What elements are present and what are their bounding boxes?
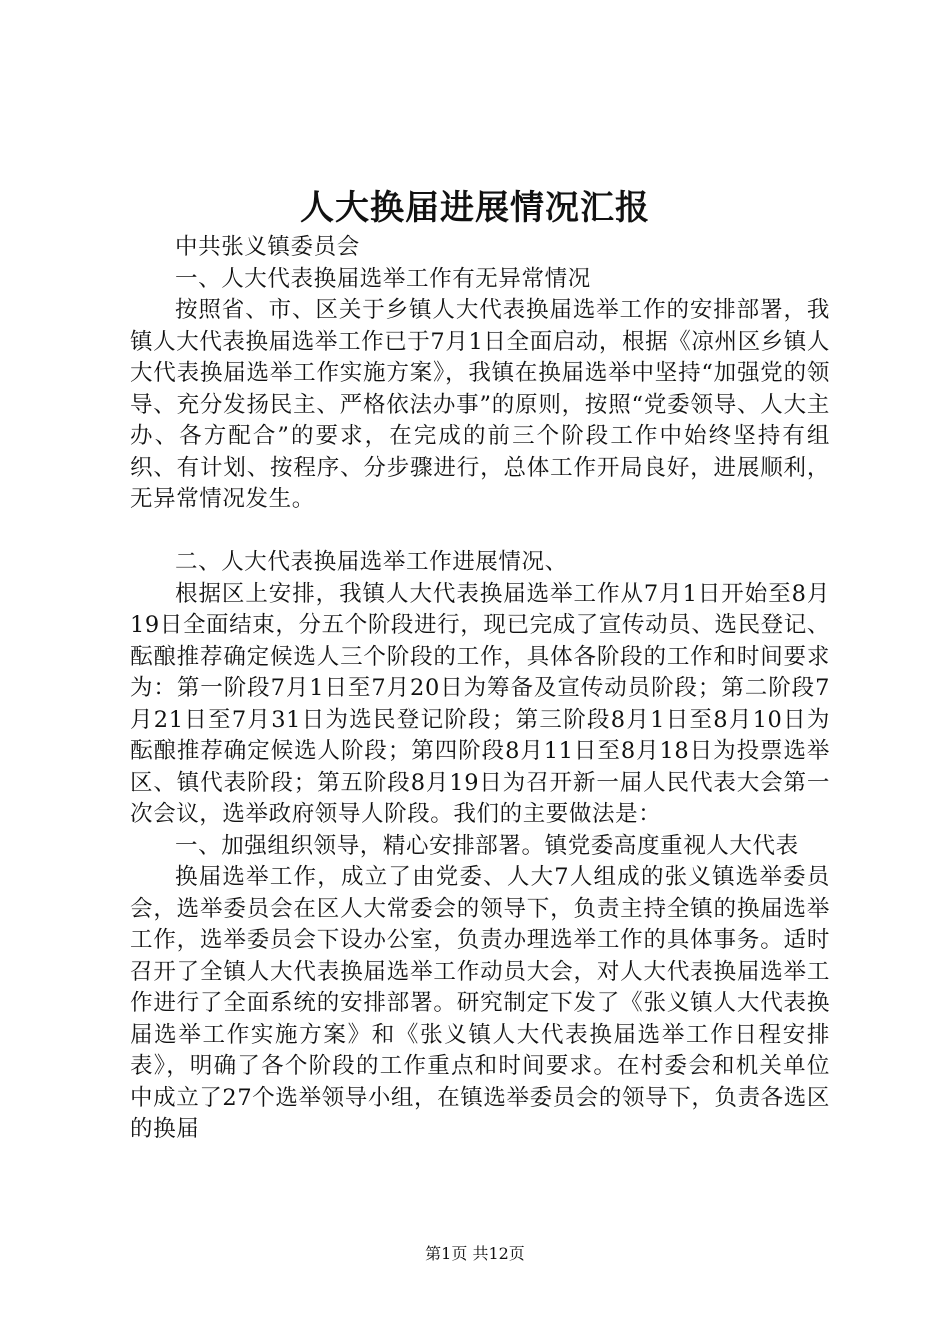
paragraph-1: 按照省、市、区关于乡镇人大代表换届选举工作的安排部署，我镇人大代表换届选举工作已于7月1日全面启动，根据《凉州区乡镇人大代表换届选举工作实施方案》，我镇在换届选举中坚持“加强党的领导、充分发扬民主、严格依法办事”的原则，按照“党委领导、人大主办、各方配合”的要求，在完成的前三个阶段工作中始终坚持有组织、有计划、按程序、分步骤进行，总体工作开局良好，进展顺利，无异常情况发生。 bbox=[130, 297, 830, 512]
author-line: 中共张义镇委员会 bbox=[175, 234, 360, 260]
section-heading-1: 一、人大代表换届选举工作有无异常情况 bbox=[175, 265, 591, 292]
subsection-heading-1: 一、加强组织领导，精心安排部署。镇党委高度重视人大代表 bbox=[175, 832, 799, 859]
section-heading-2: 二、人大代表换届选举工作进展情况、 bbox=[175, 549, 568, 575]
document-body bbox=[130, 232, 830, 1146]
page-footer: 第1页 共12页 bbox=[425, 1244, 525, 1263]
document-title: 人大换届进展情况汇报 bbox=[300, 188, 650, 228]
paragraph-2: 根据区上安排，我镇人大代表换届选举工作从7月1日开始至8月19日全面结束，分五个阶段进行，现已完成了宣传动员、选民登记、酝酿推荐确定候选人三个阶段的工作，具体各阶段的工作和时间要求为：第一阶段7月1日至7月20日为筹备及宣传动员阶段；第二阶段7月21日至7月31日为选民登记阶段；第三阶段8月1日至8月10日为酝酿推荐确定候选人阶段；第四阶段8月11日至8月18日为投票选举区、镇代表阶段；第五阶段8月19日为召开新一届人民代表大会第一次会议，选举政府领导人阶段。我们的主要做法是： bbox=[130, 580, 830, 827]
paragraph-3: 换届选举工作，成立了由党委、人大7人组成的张义镇选举委员会，选举委员会在区人大常委会的领导下，负责主持全镇的换届选举工作，选举委员会下设办公室，负责办理选举工作的具体事务。适时召开了全镇人大代表换届选举工作动员大会，对人大代表换届选举工作进行了全面系统的安排部署。研究制定下发了《张义镇人大代表换届选举工作实施方案》和《张义镇人大代表换届选举工作日程安排表》，明确了各个阶段的工作重点和时间要求。在村委会和机关单位中成立了27个选举领导小组，在镇选举委员会的领导下，负责各选区的换届 bbox=[130, 864, 830, 1142]
